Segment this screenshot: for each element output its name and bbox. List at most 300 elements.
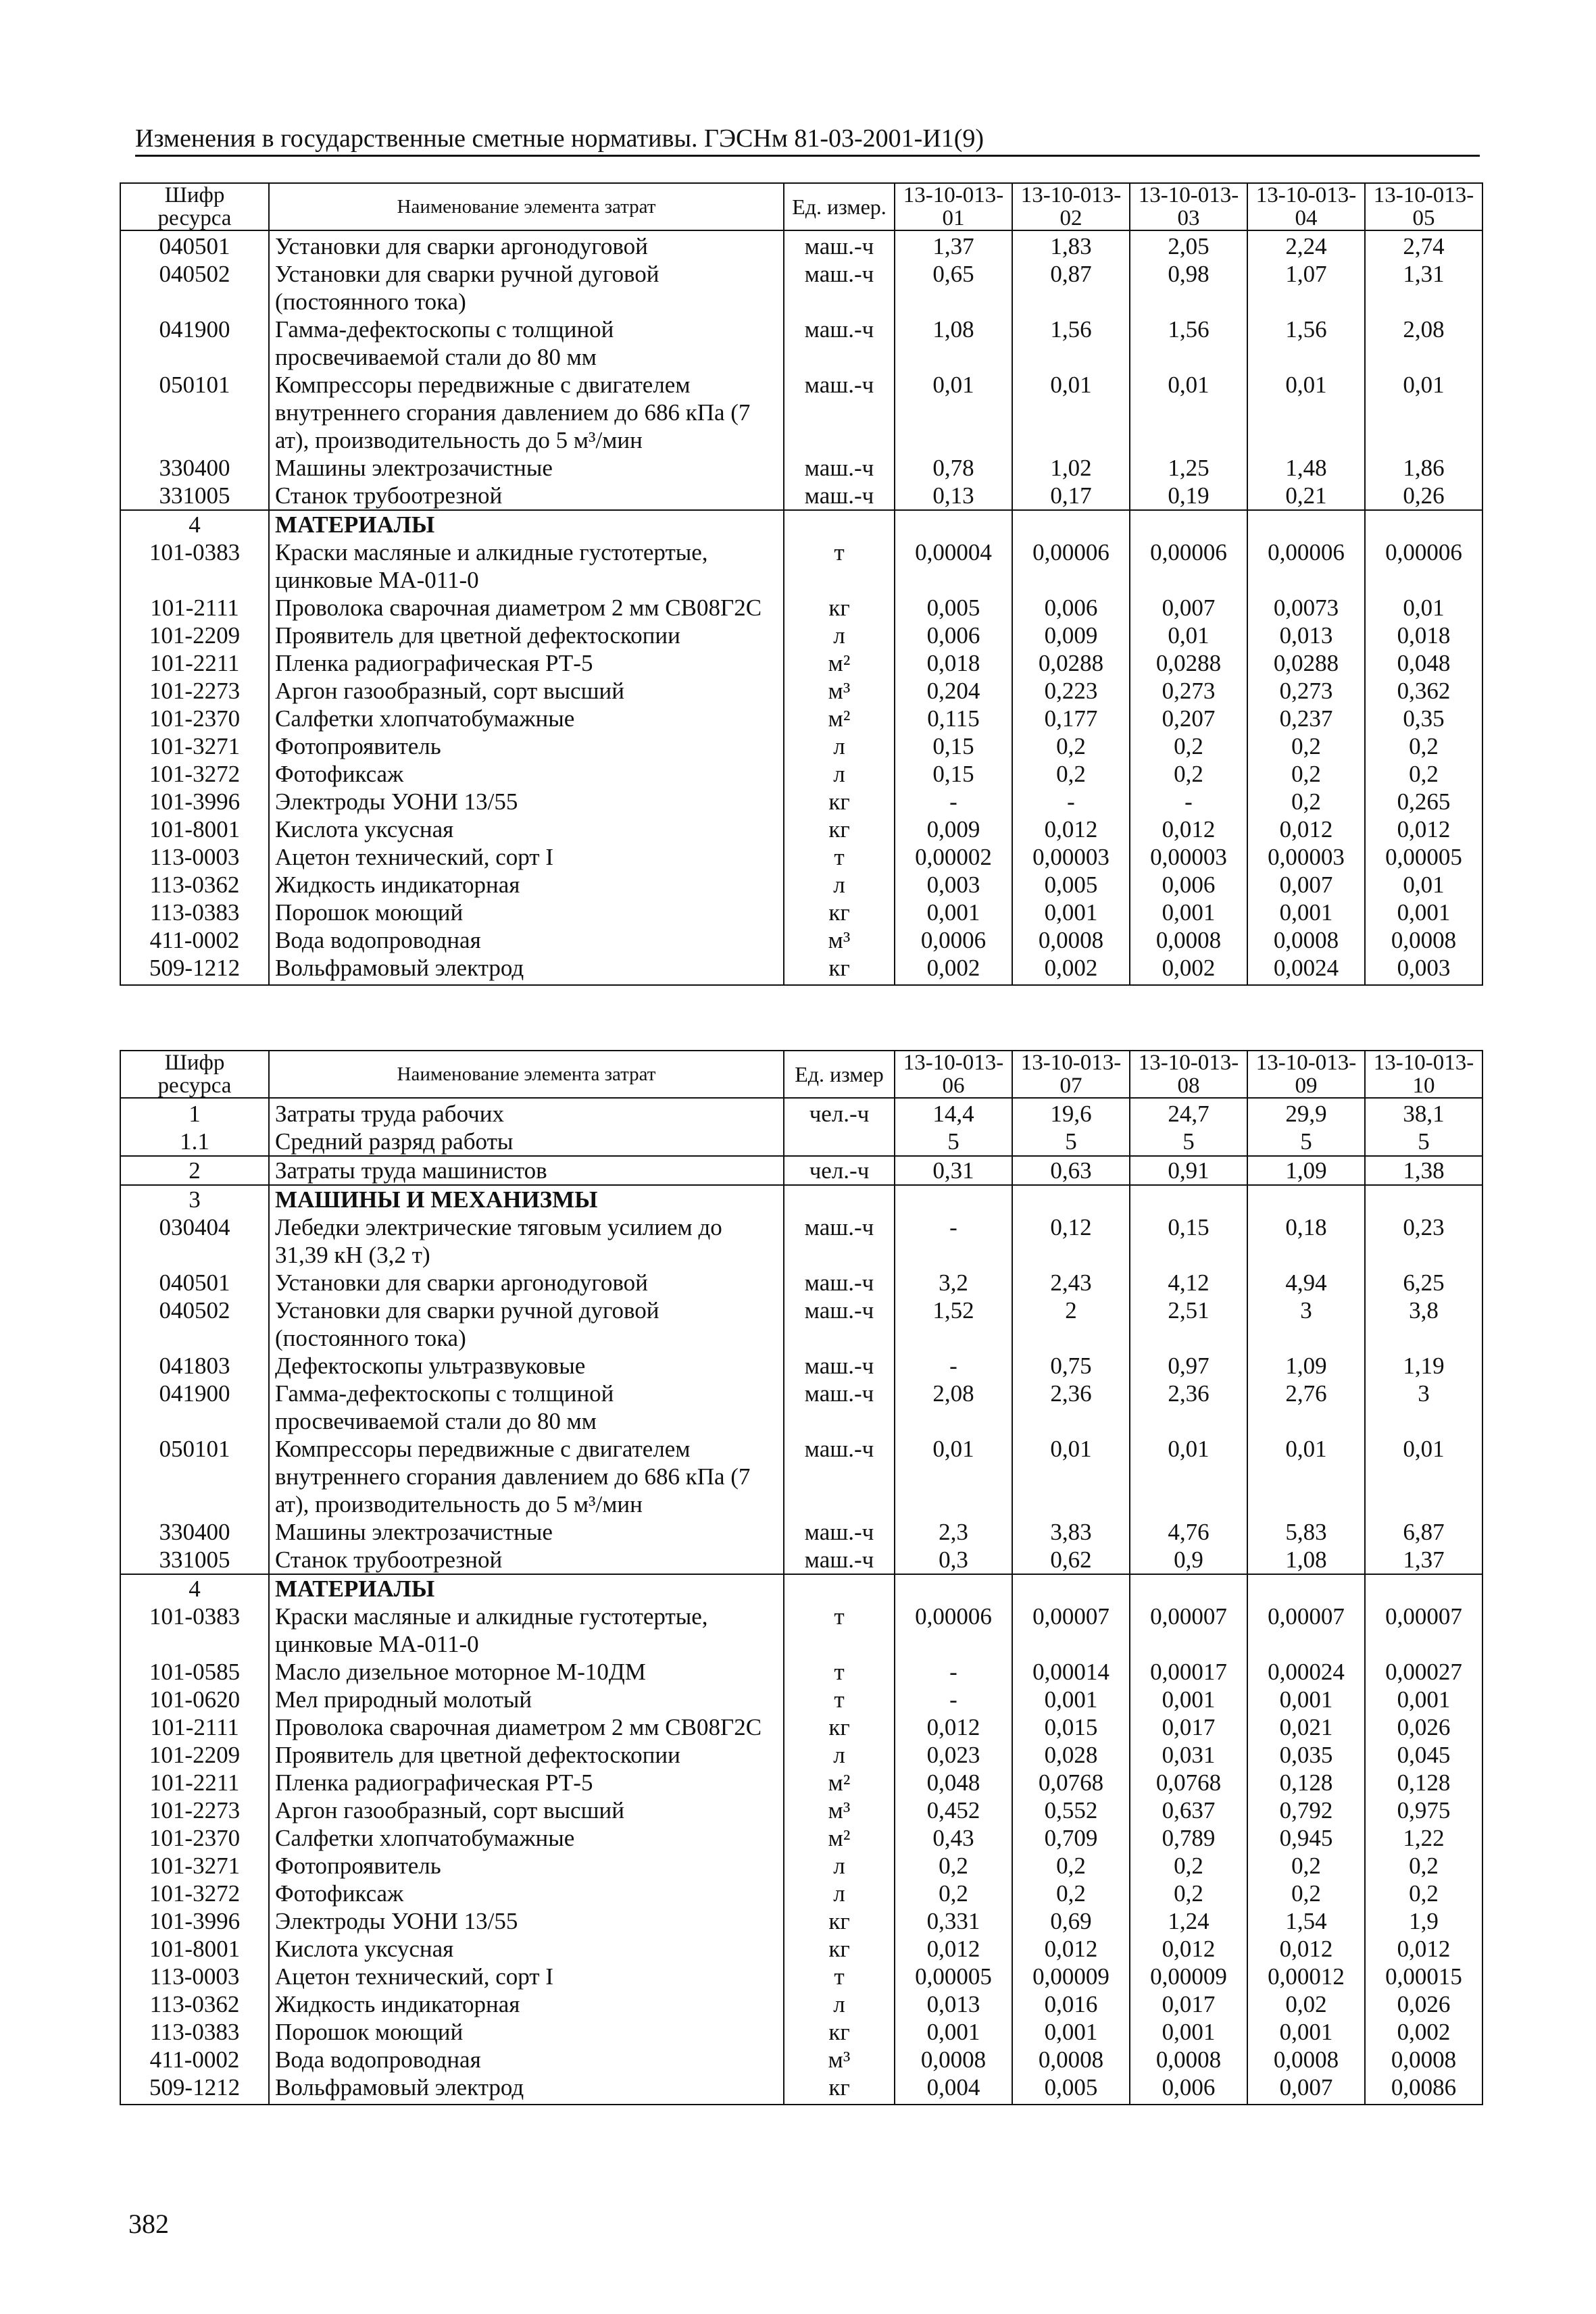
value-cell: 0,26 bbox=[1365, 482, 1482, 510]
resource-name: Проволока сварочная диаметром 2 мм СВ08Г2С bbox=[269, 1713, 784, 1741]
section-title: МАТЕРИАЛЫ bbox=[269, 1574, 784, 1603]
value-cell: 0,012 bbox=[895, 1713, 1012, 1741]
value-cell: 0,43 bbox=[895, 1824, 1012, 1852]
value-cell: 1,24 bbox=[1130, 1907, 1247, 1935]
value-cell: - bbox=[895, 1213, 1012, 1269]
table-row bbox=[120, 1518, 1482, 1546]
resource-code: 330400 bbox=[120, 1518, 269, 1546]
value-cell bbox=[1012, 510, 1130, 538]
table-header-row bbox=[120, 183, 1482, 230]
value-cell: 0,273 bbox=[1247, 677, 1365, 705]
value-cell bbox=[1247, 1574, 1365, 1603]
resource-code: 040501 bbox=[120, 1269, 269, 1297]
unit-cell: маш.-ч bbox=[784, 371, 895, 454]
value-cell: 0,2 bbox=[1365, 732, 1482, 760]
value-cell: 0,2 bbox=[1247, 760, 1365, 788]
table-row bbox=[120, 1269, 1482, 1297]
header-col-4: 13-10-013-04 bbox=[1247, 183, 1365, 230]
resource-name: Проволока сварочная диаметром 2 мм СВ08Г2С bbox=[269, 594, 784, 622]
table-row bbox=[120, 1741, 1482, 1769]
resource-name: Фотопроявитель bbox=[269, 732, 784, 760]
resource-code: 030404 bbox=[120, 1213, 269, 1269]
value-cell: 0,016 bbox=[1012, 1990, 1130, 2018]
resource-name: Жидкость индикаторная bbox=[269, 871, 784, 899]
resource-code: 040502 bbox=[120, 1297, 269, 1352]
resource-table-2 bbox=[120, 1050, 1483, 2105]
header-name: Наименование элемента затрат bbox=[269, 183, 784, 230]
value-cell: 1,56 bbox=[1247, 316, 1365, 371]
table-header-row bbox=[120, 1051, 1482, 1098]
value-cell: 0,15 bbox=[895, 732, 1012, 760]
value-cell: 0,001 bbox=[895, 2018, 1012, 2046]
table-row bbox=[120, 677, 1482, 705]
resource-code: 050101 bbox=[120, 1435, 269, 1518]
value-cell: 0,00009 bbox=[1130, 1963, 1247, 1990]
resource-code: 101-0585 bbox=[120, 1658, 269, 1686]
value-cell bbox=[895, 510, 1012, 538]
value-cell: 0,2 bbox=[1365, 1852, 1482, 1880]
value-cell: 2,76 bbox=[1247, 1380, 1365, 1435]
value-cell: 0,012 bbox=[1130, 815, 1247, 843]
table-row bbox=[120, 1963, 1482, 1990]
table-row bbox=[120, 1297, 1482, 1352]
value-cell: 1,22 bbox=[1365, 1824, 1482, 1852]
value-cell: 0,00003 bbox=[1247, 843, 1365, 871]
resource-code: 101-3996 bbox=[120, 788, 269, 815]
unit-cell bbox=[784, 1128, 895, 1156]
value-cell: 0,2 bbox=[895, 1852, 1012, 1880]
value-cell: 0,2 bbox=[1130, 1880, 1247, 1907]
value-cell: 3,2 bbox=[895, 1269, 1012, 1297]
value-cell: 0,0008 bbox=[1130, 2046, 1247, 2073]
value-cell: 0,2 bbox=[1012, 760, 1130, 788]
value-cell: 1,56 bbox=[1012, 316, 1130, 371]
value-cell: 0,2 bbox=[1012, 1852, 1130, 1880]
value-cell: 0,01 bbox=[1012, 371, 1130, 454]
value-cell: 0,87 bbox=[1012, 260, 1130, 316]
table-row bbox=[120, 649, 1482, 677]
resource-name: Кислота уксусная bbox=[269, 1935, 784, 1963]
value-cell bbox=[1130, 1574, 1247, 1603]
value-cell: 0,001 bbox=[1247, 2018, 1365, 2046]
resource-code: 101-3996 bbox=[120, 1907, 269, 1935]
section-title: МАТЕРИАЛЫ bbox=[269, 510, 784, 538]
header-col-3: 13-10-013-03 bbox=[1130, 183, 1247, 230]
unit-cell: кг bbox=[784, 594, 895, 622]
value-cell: 38,1 bbox=[1365, 1098, 1482, 1128]
value-cell: 0,01 bbox=[1365, 371, 1482, 454]
resource-name: Фотопроявитель bbox=[269, 1852, 784, 1880]
header-col-1: 13-10-013-01 bbox=[895, 183, 1012, 230]
table-row bbox=[120, 1686, 1482, 1713]
value-cell: 0,0288 bbox=[1247, 649, 1365, 677]
unit-cell: т bbox=[784, 1603, 895, 1658]
table-row bbox=[120, 316, 1482, 371]
value-cell: 1,38 bbox=[1365, 1156, 1482, 1185]
value-cell: 0,012 bbox=[1012, 1935, 1130, 1963]
value-cell: 0,009 bbox=[1012, 622, 1130, 649]
table-row bbox=[120, 1990, 1482, 2018]
resource-name: Затраты труда машинистов bbox=[269, 1156, 784, 1185]
value-cell: 1,08 bbox=[1247, 1546, 1365, 1574]
unit-cell bbox=[784, 1185, 895, 1213]
resource-code: 101-3272 bbox=[120, 1880, 269, 1907]
value-cell: 0,001 bbox=[1012, 1686, 1130, 1713]
value-cell: 0,013 bbox=[1247, 622, 1365, 649]
unit-cell: кг bbox=[784, 1935, 895, 1963]
value-cell: 0,945 bbox=[1247, 1824, 1365, 1852]
resource-code: 509-1212 bbox=[120, 2073, 269, 2105]
resource-code: 101-2209 bbox=[120, 1741, 269, 1769]
value-cell: 0,21 bbox=[1247, 482, 1365, 510]
value-cell: 0,0288 bbox=[1130, 649, 1247, 677]
resource-code: 1.1 bbox=[120, 1128, 269, 1156]
resource-name: Аргон газообразный, сорт высший bbox=[269, 1796, 784, 1824]
value-cell: 0,007 bbox=[1247, 871, 1365, 899]
section-row bbox=[120, 1574, 1482, 1603]
unit-cell: кг bbox=[784, 899, 895, 926]
table-body bbox=[120, 1098, 1482, 2105]
value-cell: 0,012 bbox=[1365, 815, 1482, 843]
resource-name: Масло дизельное моторное М-10ДМ bbox=[269, 1658, 784, 1686]
table-row bbox=[120, 1796, 1482, 1824]
value-cell: 2,36 bbox=[1130, 1380, 1247, 1435]
table-row bbox=[120, 1852, 1482, 1880]
value-cell: 1,37 bbox=[895, 230, 1012, 260]
value-cell: 0,00005 bbox=[895, 1963, 1012, 1990]
value-cell: 0,0288 bbox=[1012, 649, 1130, 677]
value-cell: 0,00017 bbox=[1130, 1658, 1247, 1686]
resource-code: 101-2273 bbox=[120, 1796, 269, 1824]
value-cell: 0,2 bbox=[1365, 760, 1482, 788]
header-col-2: 13-10-013-07 bbox=[1012, 1051, 1130, 1098]
value-cell bbox=[1365, 1185, 1482, 1213]
value-cell: 24,7 bbox=[1130, 1098, 1247, 1128]
unit-cell: л bbox=[784, 622, 895, 649]
resource-code: 101-8001 bbox=[120, 1935, 269, 1963]
value-cell: 0,789 bbox=[1130, 1824, 1247, 1852]
value-cell: 0,00003 bbox=[1012, 843, 1130, 871]
unit-cell bbox=[784, 1574, 895, 1603]
value-cell: 0,98 bbox=[1130, 260, 1247, 316]
resource-code: 331005 bbox=[120, 1546, 269, 1574]
value-cell: 1,31 bbox=[1365, 260, 1482, 316]
value-cell: 1,07 bbox=[1247, 260, 1365, 316]
table-row bbox=[120, 622, 1482, 649]
value-cell: 0,177 bbox=[1012, 705, 1130, 732]
value-cell: 0,001 bbox=[1130, 2018, 1247, 2046]
header-code: Шифр ресурса bbox=[120, 183, 269, 230]
value-cell: 0,15 bbox=[1130, 1213, 1247, 1269]
table-row bbox=[120, 871, 1482, 899]
value-cell: 0,048 bbox=[1365, 649, 1482, 677]
resource-code: 331005 bbox=[120, 482, 269, 510]
value-cell: - bbox=[1012, 788, 1130, 815]
value-cell: 0,265 bbox=[1365, 788, 1482, 815]
value-cell: 0,003 bbox=[895, 871, 1012, 899]
value-cell: 0,01 bbox=[1130, 622, 1247, 649]
table-row bbox=[120, 482, 1482, 510]
resource-code: 041803 bbox=[120, 1352, 269, 1380]
resource-name: Вольфрамовый электрод bbox=[269, 2073, 784, 2105]
value-cell: 0,17 bbox=[1012, 482, 1130, 510]
table-row bbox=[120, 1658, 1482, 1686]
unit-cell: маш.-ч bbox=[784, 1380, 895, 1435]
value-cell: 0,2 bbox=[1247, 1852, 1365, 1880]
resource-code: 101-2111 bbox=[120, 594, 269, 622]
value-cell: 1,19 bbox=[1365, 1352, 1482, 1380]
value-cell: 0,01 bbox=[1247, 1435, 1365, 1518]
value-cell: 0,005 bbox=[895, 594, 1012, 622]
header-unit: Ед. измер. bbox=[784, 183, 895, 230]
resource-name: Пленка радиографическая РТ-5 bbox=[269, 1769, 784, 1796]
value-cell: 0,12 bbox=[1012, 1213, 1130, 1269]
value-cell: 0,00009 bbox=[1012, 1963, 1130, 1990]
value-cell: 0,00012 bbox=[1247, 1963, 1365, 1990]
value-cell: 5 bbox=[895, 1128, 1012, 1156]
unit-cell: л bbox=[784, 760, 895, 788]
header-col-2: 13-10-013-02 bbox=[1012, 183, 1130, 230]
unit-cell: м³ bbox=[784, 2046, 895, 2073]
resource-code: 113-0383 bbox=[120, 2018, 269, 2046]
table-row bbox=[120, 788, 1482, 815]
unit-cell: маш.-ч bbox=[784, 1518, 895, 1546]
value-cell: 0,00006 bbox=[1130, 538, 1247, 594]
value-cell: 0,02 bbox=[1247, 1990, 1365, 2018]
value-cell: 0,15 bbox=[895, 760, 1012, 788]
value-cell: 0,2 bbox=[1130, 732, 1247, 760]
table-row bbox=[120, 843, 1482, 871]
value-cell bbox=[1247, 510, 1365, 538]
value-cell: 0,001 bbox=[1247, 899, 1365, 926]
resource-name: Мел природный молотый bbox=[269, 1686, 784, 1713]
value-cell: 0,017 bbox=[1130, 1713, 1247, 1741]
table-row bbox=[120, 230, 1482, 260]
value-cell: - bbox=[895, 788, 1012, 815]
resource-code: 2 bbox=[120, 1156, 269, 1185]
resource-code: 040501 bbox=[120, 230, 269, 260]
header-unit: Ед. измер bbox=[784, 1051, 895, 1098]
resource-name: Компрессоры передвижные с двигателем внутреннего сгорания давлением до 686 кПа (7 ат), производительность до 5 м³/мин bbox=[269, 1435, 784, 1518]
value-cell: 0,012 bbox=[1247, 815, 1365, 843]
table-row bbox=[120, 2073, 1482, 2105]
value-cell: 0,00003 bbox=[1130, 843, 1247, 871]
unit-cell: т bbox=[784, 843, 895, 871]
resource-code: 330400 bbox=[120, 454, 269, 482]
value-cell: 0,0008 bbox=[895, 2046, 1012, 2073]
value-cell: 0,026 bbox=[1365, 1990, 1482, 2018]
unit-cell: кг bbox=[784, 2018, 895, 2046]
unit-cell: маш.-ч bbox=[784, 230, 895, 260]
value-cell: 1,52 bbox=[895, 1297, 1012, 1352]
value-cell: 0,001 bbox=[1012, 2018, 1130, 2046]
unit-cell: л bbox=[784, 1741, 895, 1769]
value-cell: 0,204 bbox=[895, 677, 1012, 705]
value-cell: 0,021 bbox=[1247, 1713, 1365, 1741]
value-cell: 0,00015 bbox=[1365, 1963, 1482, 1990]
value-cell: 0,00006 bbox=[1012, 538, 1130, 594]
resource-name: Дефектоскопы ультразвуковые bbox=[269, 1352, 784, 1380]
resource-code: 113-0362 bbox=[120, 871, 269, 899]
value-cell: 0,001 bbox=[895, 899, 1012, 926]
table-body bbox=[120, 230, 1482, 985]
value-cell bbox=[895, 1574, 1012, 1603]
value-cell: 0,237 bbox=[1247, 705, 1365, 732]
resource-code: 101-2273 bbox=[120, 677, 269, 705]
value-cell: 0,00002 bbox=[895, 843, 1012, 871]
unit-cell: м³ bbox=[784, 926, 895, 954]
resource-code: 101-2370 bbox=[120, 705, 269, 732]
value-cell: 0,331 bbox=[895, 1907, 1012, 1935]
value-cell: 0,01 bbox=[1365, 1435, 1482, 1518]
unit-cell: л bbox=[784, 871, 895, 899]
value-cell: 0,0024 bbox=[1247, 954, 1365, 985]
table-row bbox=[120, 1156, 1482, 1185]
value-cell: 0,128 bbox=[1365, 1769, 1482, 1796]
value-cell: 0,0073 bbox=[1247, 594, 1365, 622]
value-cell: 0,00007 bbox=[1365, 1603, 1482, 1658]
resource-name: Жидкость индикаторная bbox=[269, 1990, 784, 2018]
resource-code: 040502 bbox=[120, 260, 269, 316]
table-row bbox=[120, 594, 1482, 622]
unit-cell: т bbox=[784, 1658, 895, 1686]
table-row bbox=[120, 371, 1482, 454]
value-cell: 0,018 bbox=[895, 649, 1012, 677]
value-cell: 0,78 bbox=[895, 454, 1012, 482]
resource-name: Электроды УОНИ 13/55 bbox=[269, 788, 784, 815]
resource-code: 101-3272 bbox=[120, 760, 269, 788]
value-cell: 0,012 bbox=[1365, 1935, 1482, 1963]
table-row bbox=[120, 1380, 1482, 1435]
table-row bbox=[120, 1769, 1482, 1796]
value-cell: 0,001 bbox=[1365, 899, 1482, 926]
resource-code: 101-2211 bbox=[120, 649, 269, 677]
value-cell: 0,2 bbox=[895, 1880, 1012, 1907]
value-cell: 0,9 bbox=[1130, 1546, 1247, 1574]
header-col-4: 13-10-013-09 bbox=[1247, 1051, 1365, 1098]
value-cell: 0,128 bbox=[1247, 1769, 1365, 1796]
table-row bbox=[120, 899, 1482, 926]
table-row bbox=[120, 760, 1482, 788]
value-cell: 0,023 bbox=[895, 1741, 1012, 1769]
resource-code: 101-2370 bbox=[120, 1824, 269, 1852]
value-cell: 0,01 bbox=[1365, 871, 1482, 899]
resource-code: 050101 bbox=[120, 371, 269, 454]
value-cell: 2,05 bbox=[1130, 230, 1247, 260]
resource-code: 101-3271 bbox=[120, 1852, 269, 1880]
value-cell: 0,026 bbox=[1365, 1713, 1482, 1741]
unit-cell: маш.-ч bbox=[784, 482, 895, 510]
resource-code: 113-0362 bbox=[120, 1990, 269, 2018]
value-cell: 0,3 bbox=[895, 1546, 1012, 1574]
value-cell: 0,007 bbox=[1130, 594, 1247, 622]
value-cell: 0,00024 bbox=[1247, 1658, 1365, 1686]
table-row bbox=[120, 1880, 1482, 1907]
resource-code: 113-0003 bbox=[120, 843, 269, 871]
table-row bbox=[120, 1907, 1482, 1935]
value-cell: 0,012 bbox=[1012, 815, 1130, 843]
value-cell: 2,74 bbox=[1365, 230, 1482, 260]
unit-cell: л bbox=[784, 1880, 895, 1907]
value-cell: - bbox=[895, 1686, 1012, 1713]
value-cell: - bbox=[895, 1352, 1012, 1380]
unit-cell: маш.-ч bbox=[784, 1352, 895, 1380]
unit-cell: чел.-ч bbox=[784, 1156, 895, 1185]
resource-code: 4 bbox=[120, 1574, 269, 1603]
value-cell: 6,87 bbox=[1365, 1518, 1482, 1546]
page-header: Изменения в государственные сметные нормативы. ГЭСНм 81-03-2001-И1(9) bbox=[135, 124, 1480, 157]
value-cell: 0,00007 bbox=[1012, 1603, 1130, 1658]
unit-cell: м² bbox=[784, 705, 895, 732]
resource-code: 101-0383 bbox=[120, 538, 269, 594]
value-cell: 4,76 bbox=[1130, 1518, 1247, 1546]
value-cell: 0,015 bbox=[1012, 1713, 1130, 1741]
value-cell: 0,0008 bbox=[1365, 926, 1482, 954]
unit-cell bbox=[784, 510, 895, 538]
value-cell: 0,97 bbox=[1130, 1352, 1247, 1380]
table-row bbox=[120, 538, 1482, 594]
resource-name: Краски масляные и алкидные густотертые, цинковые МА-011-0 bbox=[269, 538, 784, 594]
table-row bbox=[120, 1713, 1482, 1741]
value-cell: 0,31 bbox=[895, 1156, 1012, 1185]
value-cell: 0,0008 bbox=[1365, 2046, 1482, 2073]
value-cell: 0,045 bbox=[1365, 1741, 1482, 1769]
resource-table-1 bbox=[120, 182, 1483, 986]
resource-name: Гамма-дефектоскопы с толщиной просвечиваемой стали до 80 мм bbox=[269, 316, 784, 371]
resource-code: 101-2211 bbox=[120, 1769, 269, 1796]
table-row bbox=[120, 732, 1482, 760]
value-cell: 0,2 bbox=[1130, 1852, 1247, 1880]
value-cell: 0,01 bbox=[895, 371, 1012, 454]
value-cell: 0,552 bbox=[1012, 1796, 1130, 1824]
resource-name: Пленка радиографическая РТ-5 bbox=[269, 649, 784, 677]
value-cell: 0,2 bbox=[1247, 788, 1365, 815]
header-col-5: 13-10-013-10 bbox=[1365, 1051, 1482, 1098]
value-cell bbox=[1365, 1574, 1482, 1603]
value-cell: 0,00014 bbox=[1012, 1658, 1130, 1686]
resource-name: Порошок моющий bbox=[269, 899, 784, 926]
resource-code: 113-0383 bbox=[120, 899, 269, 926]
value-cell: 4,12 bbox=[1130, 1269, 1247, 1297]
unit-cell: м³ bbox=[784, 1796, 895, 1824]
value-cell: 0,00006 bbox=[1247, 538, 1365, 594]
resource-name: Вода водопроводная bbox=[269, 2046, 784, 2073]
resource-code: 101-2111 bbox=[120, 1713, 269, 1741]
unit-cell: л bbox=[784, 1990, 895, 2018]
value-cell: 0,709 bbox=[1012, 1824, 1130, 1852]
value-cell: 14,4 bbox=[895, 1098, 1012, 1128]
value-cell: 0,00027 bbox=[1365, 1658, 1482, 1686]
value-cell: 2,51 bbox=[1130, 1297, 1247, 1352]
unit-cell: т bbox=[784, 1963, 895, 1990]
value-cell: 0,0008 bbox=[1247, 2046, 1365, 2073]
value-cell: 0,637 bbox=[1130, 1796, 1247, 1824]
resource-code: 041900 bbox=[120, 1380, 269, 1435]
value-cell: 0,018 bbox=[1365, 622, 1482, 649]
value-cell: 1,9 bbox=[1365, 1907, 1482, 1935]
value-cell: 0,273 bbox=[1130, 677, 1247, 705]
table-row bbox=[120, 1128, 1482, 1156]
value-cell: 3,83 bbox=[1012, 1518, 1130, 1546]
unit-cell: м³ bbox=[784, 677, 895, 705]
resource-name: Салфетки хлопчатобумажные bbox=[269, 1824, 784, 1852]
unit-cell: маш.-ч bbox=[784, 260, 895, 316]
value-cell bbox=[1130, 1185, 1247, 1213]
value-cell: 0,002 bbox=[1012, 954, 1130, 985]
value-cell: 2,36 bbox=[1012, 1380, 1130, 1435]
resource-name: Установки для сварки ручной дуговой (постоянного тока) bbox=[269, 1297, 784, 1352]
value-cell: 0,0086 bbox=[1365, 2073, 1482, 2105]
